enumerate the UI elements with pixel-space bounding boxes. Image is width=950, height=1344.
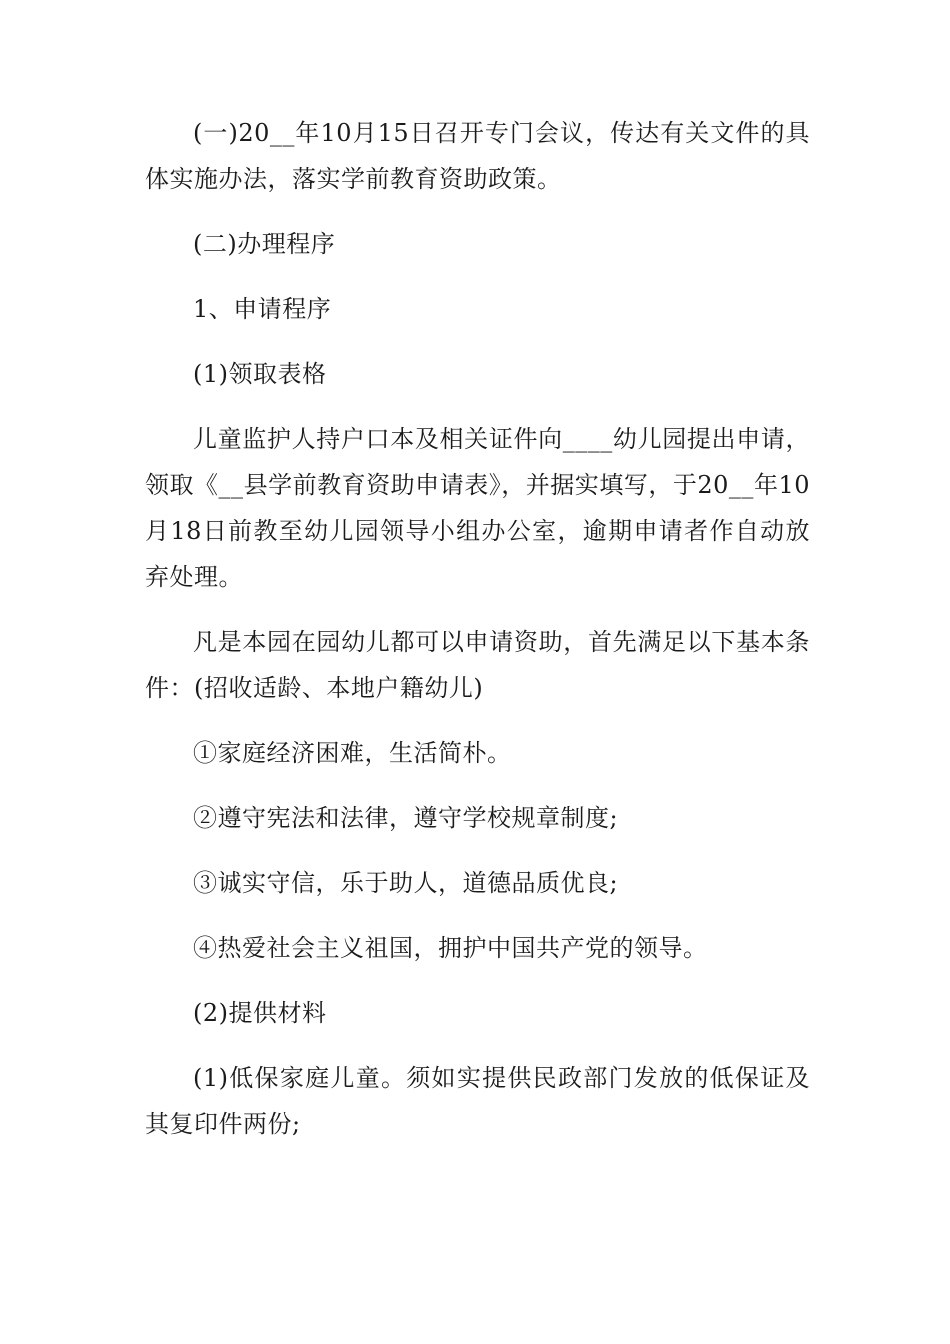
list-item-condition-4: ④热爱社会主义祖国，拥护中国共产党的领导。 (193, 934, 708, 962)
paragraph-meeting: (一)20__年10月15日召开专门会议，传达有关文件的具体实施办法，落实学前教育资助政策。 (145, 119, 810, 193)
heading-materials: (2)提供材料 (193, 999, 327, 1027)
paragraph-low-income: (1)低保家庭儿童。须如实提供民政部门发放的低保证及其复印件两份; (145, 1064, 810, 1138)
paragraph-eligibility: 凡是本园在园幼儿都可以申请资助，首先满足以下基本条件：(招收适龄、本地户籍幼儿) (145, 628, 810, 702)
heading-get-form: (1)领取表格 (193, 360, 327, 388)
heading-application: 1、申请程序 (193, 295, 332, 323)
paragraph-guardian-apply: 儿童监护人持户口本及相关证件向____幼儿园提出申请，领取《__县学前教育资助申请表》，并据实填写，于20__年10月18日前教至幼儿园领导小组办公室，逾期申请者作自动放弃处理。 (145, 425, 810, 591)
list-item-condition-1: ①家庭经济困难，生活简朴。 (193, 739, 512, 767)
list-item-condition-3: ③诚实守信，乐于助人，道德品质优良; (193, 869, 619, 897)
document-body (145, 110, 810, 1166)
heading-procedure: (二)办理程序 (193, 230, 336, 258)
list-item-condition-2: ②遵守宪法和法律，遵守学校规章制度; (193, 804, 619, 832)
